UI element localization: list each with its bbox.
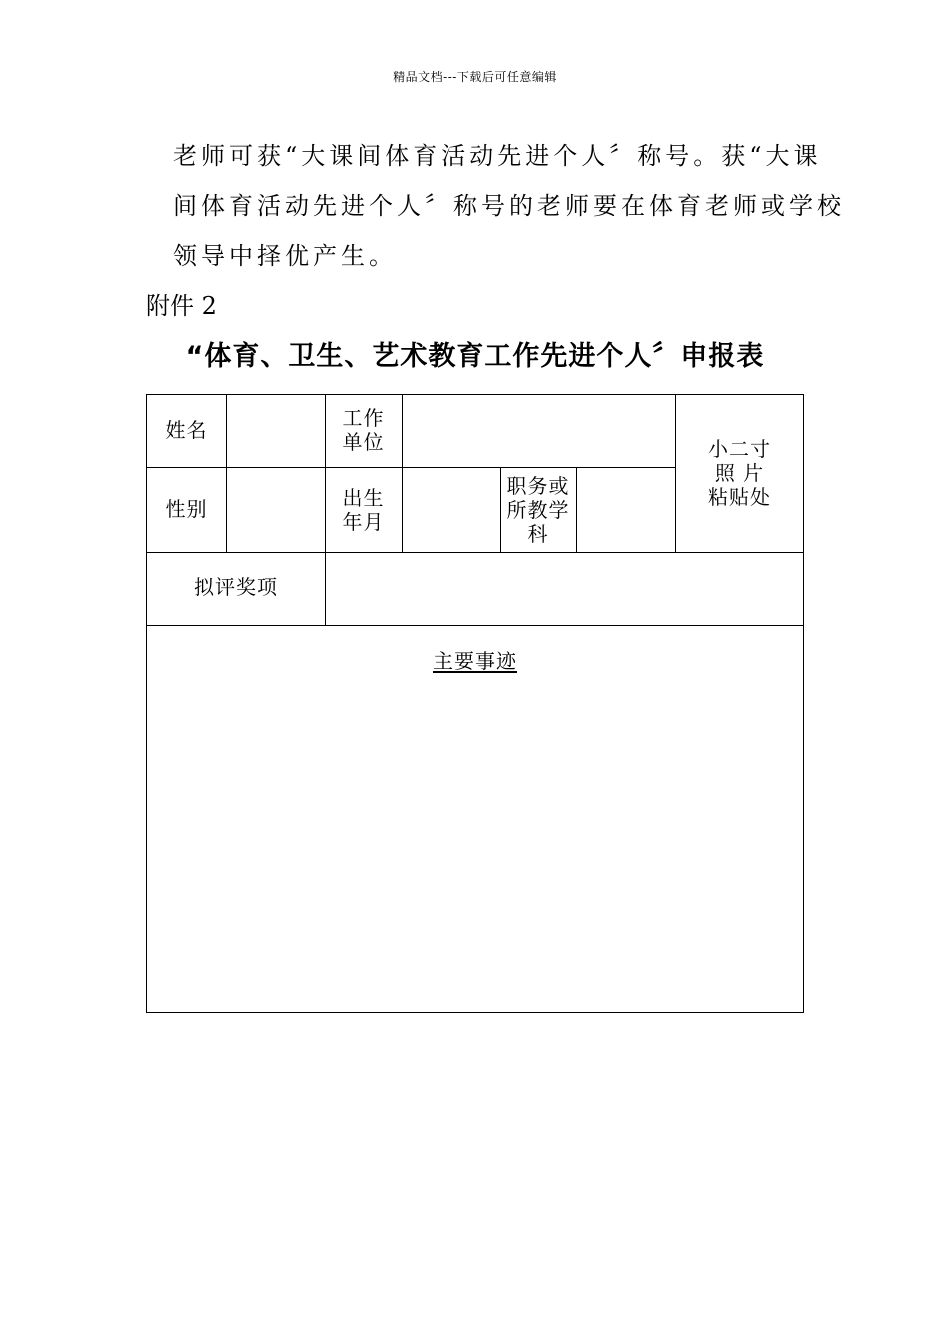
paragraph-line-2: 间体育活动先进个人〞称号的老师要在体育老师或学校 [173,192,845,220]
gender-label: 性别 [165,497,208,521]
photo-placeholder [676,395,803,552]
header-note: 精品文档---下载后可任意编辑 [393,70,557,84]
birth-label-line-1: 出生 [342,486,385,510]
gender-field[interactable] [227,468,325,552]
application-form-table [146,394,804,1013]
award-field[interactable] [326,553,803,625]
paragraph-line-1: 老师可获“大课间体育活动先进个人〞称号。获“大课 [173,142,822,170]
work-unit-label-line-2: 单位 [342,430,385,454]
position-label-line-3: 科 [527,522,549,546]
position-label-line-1: 职务或 [506,474,570,498]
paragraph-line-3: 领导中择优产生。 [173,242,397,270]
photo-label-line-2: 照 片 [714,461,765,485]
work-unit-field[interactable] [403,395,675,467]
photo-label-line-3: 粘贴处 [708,485,771,509]
award-label: 拟评奖项 [194,575,278,599]
birth-label-line-2: 年月 [342,510,385,534]
name-label: 姓名 [165,418,208,442]
attachment-label: 附件 2 [146,292,217,320]
deeds-field[interactable] [147,685,803,1011]
photo-label-line-1: 小二寸 [708,437,771,461]
form-title: “体育、卫生、艺术教育工作先进个人〞申报表 [185,341,765,372]
position-label-line-2: 所教学 [506,498,570,522]
work-unit-label-line-1: 工作 [342,406,385,430]
row-divider-3 [147,625,803,626]
birth-field[interactable] [403,468,500,552]
name-field[interactable] [227,395,325,467]
deeds-label: 主要事迹 [433,649,517,673]
position-field[interactable] [577,468,675,552]
